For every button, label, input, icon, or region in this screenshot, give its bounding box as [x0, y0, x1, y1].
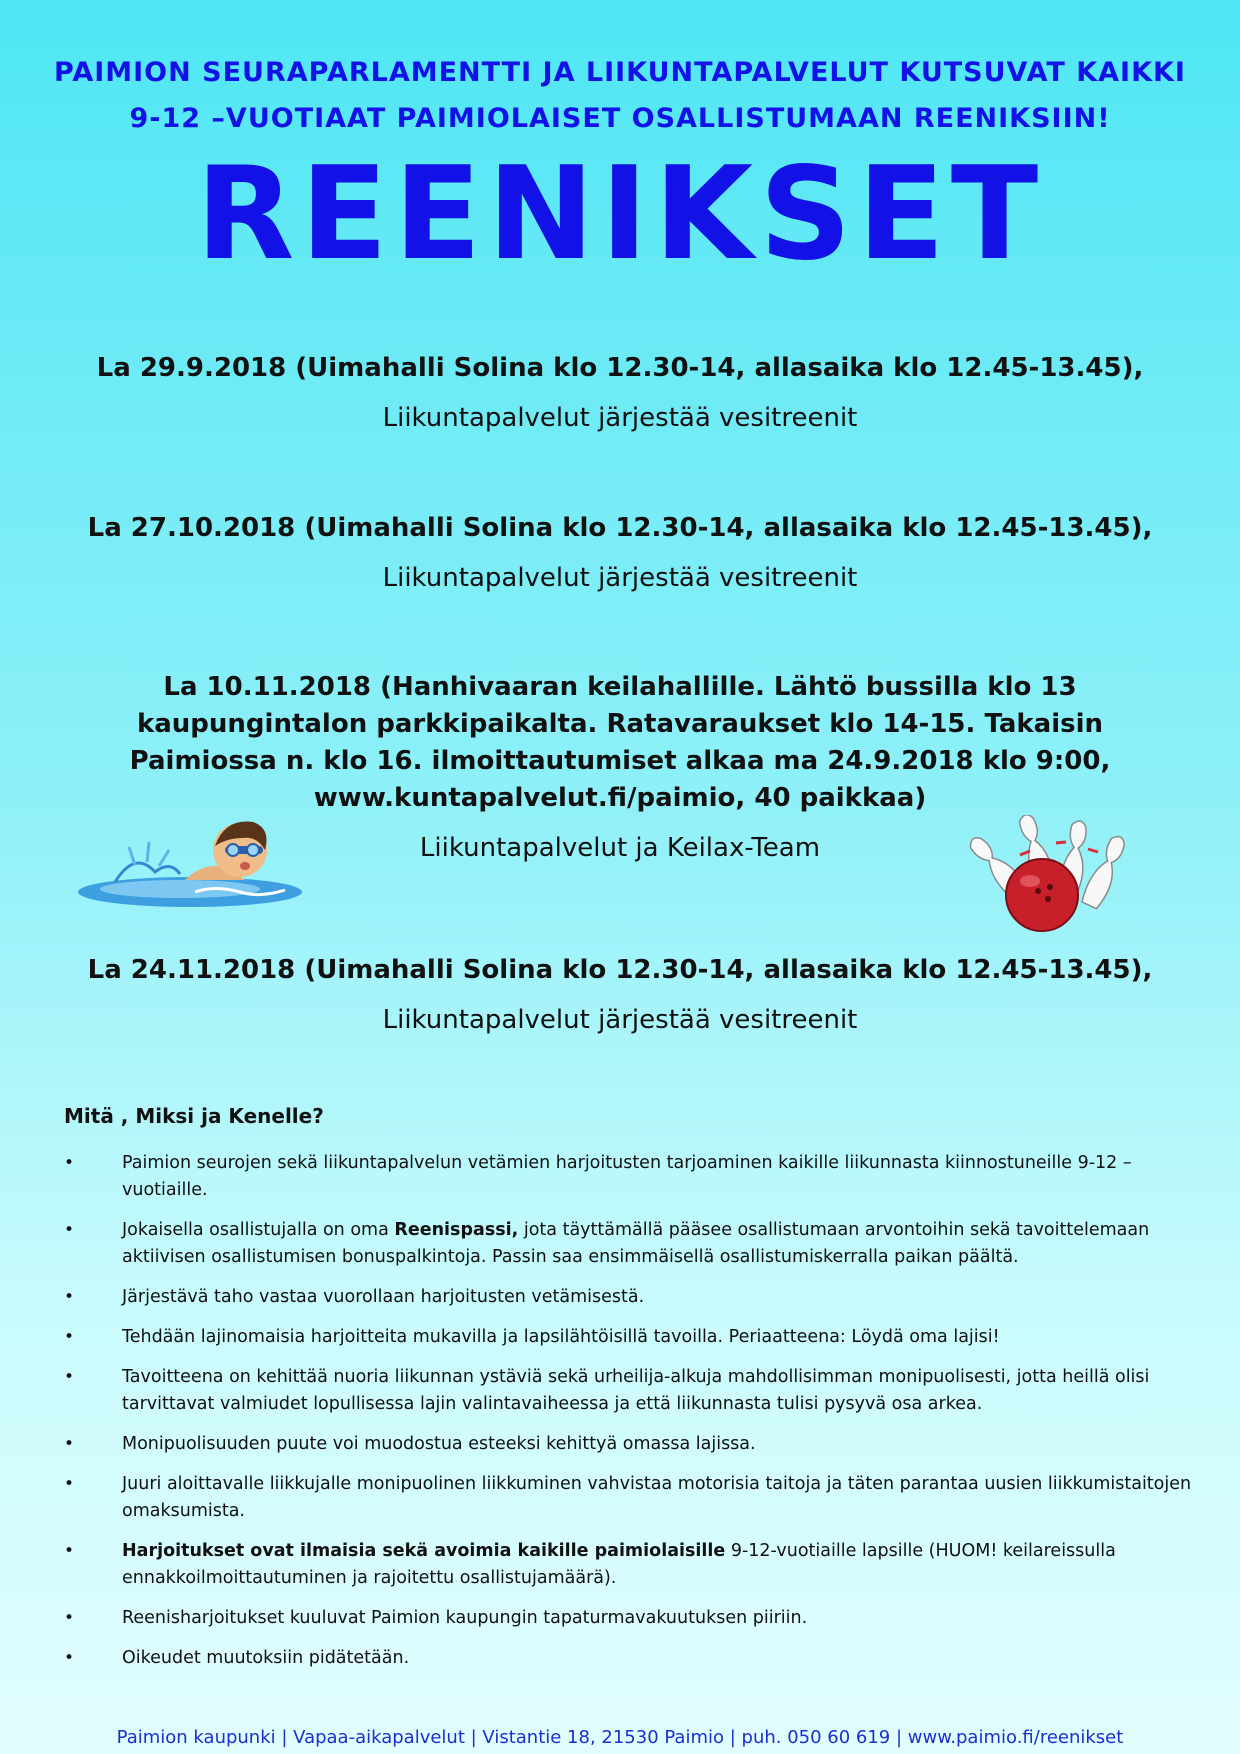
- bullet-icon: •: [64, 1608, 75, 1628]
- swimmer-illustration: [75, 810, 315, 919]
- list-item: • Järjestävä taho vastaa vuorollaan harjoitusten vetämisestä.: [60, 1284, 1200, 1311]
- header-line-1: PAIMION SEURAPARLAMENTTI JA LIIKUNTAPALVELUT KUTSUVAT KAIKKI: [54, 57, 1186, 88]
- event-4: [80, 952, 1160, 1039]
- list-item: • Tavoitteena on kehittää nuoria liikunnan ystäviä sekä urheilija-alkuja mahdollisimman monipuolisesti, jotta heillä olisi tarvittavat valmiudet lopullisessa lajin valintavaiheessa ja että liikunnasta tulisi pysyvä osa arkea.: [60, 1364, 1200, 1418]
- list-item: • Jokaisella osallistujalla on oma Reenispassi, jota täyttämällä pääsee osallistumaan arvontoihin sekä tavoittelemaan aktiivisen osallistumisen bonuspalkintoja. Passin saa ensimmäisellä osallistumiskerralla paikan päältä.: [60, 1217, 1200, 1271]
- bullet-icon: •: [64, 1220, 75, 1240]
- free-open-emphasis: Harjoitukset ovat ilmaisia sekä avoimia kaikille paimiolaisille: [122, 1541, 726, 1561]
- list-item: • Harjoitukset ovat ilmaisia sekä avoimia kaikille paimiolaisille 9-12-vuotiaille lapsille (HUOM! keilareissulla ennakkoilmoittautuminen ja rajoitettu osallistujamäärä).: [60, 1538, 1200, 1592]
- header-line-2: 9-12 –VUOTIAAT PAIMIOLAISET OSALLISTUMAAN REENIKSIIN!: [129, 103, 1111, 134]
- bullet-icon: •: [64, 1287, 75, 1307]
- bowling-illustration: [960, 815, 1130, 939]
- bullet-icon: •: [64, 1327, 75, 1347]
- header: [0, 50, 1240, 142]
- bullet-icon: •: [64, 1648, 75, 1668]
- bullet-icon: •: [64, 1541, 75, 1561]
- list-item: • Oikeudet muutoksiin pidätetään.: [60, 1645, 1200, 1672]
- footer-contact: Paimion kaupunki | Vapaa-aikapalvelut | Vistantie 18, 21530 Paimio | puh. 050 60 619 | www.paimio.fi/reenikset: [116, 1727, 1124, 1748]
- list-item: • Reenisharjoitukset kuuluvat Paimion kaupungin tapaturmavakuutuksen piiriin.: [60, 1605, 1200, 1632]
- event-1: [80, 350, 1160, 437]
- bullet-icon: •: [64, 1367, 75, 1387]
- list-item: • Tehdään lajinomaisia harjoitteita mukavilla ja lapsilähtöisillä tavoilla. Periaatteena: Löydä oma lajisi!: [60, 1324, 1200, 1351]
- event-1-title: La 29.9.2018 (Uimahalli Solina klo 12.30-14, allasaika klo 12.45-13.45),: [96, 353, 1144, 383]
- list-item: • Paimion seurojen sekä liikuntapalvelun vetämien harjoitusten tarjoaminen kaikille liikunnasta kiinnostuneille 9-12 –vuotiaille.: [60, 1150, 1200, 1204]
- event-4-organizer: Liikuntapalvelut järjestää vesitreenit: [382, 1005, 858, 1035]
- event-3-title: La 10.11.2018 (Hanhivaaran keilahallille. Lähtö bussilla klo 13 kaupungintalon parkkipaikalta. Ratavaraukset klo 14-15. Takaisin Paimiossa n. klo 16. ilmoittautumiset alkaa ma 24.9.2018 klo 9:00, www.kuntapalvelut.fi/paimio, 40 paikkaa): [129, 672, 1111, 813]
- bullet-icon: •: [64, 1434, 75, 1454]
- event-2: [80, 510, 1160, 597]
- list-item: • Monipuolisuuden puute voi muodostua esteeksi kehittyä omassa lajissa.: [60, 1431, 1200, 1458]
- bullet-icon: •: [64, 1474, 75, 1494]
- list-item: • Juuri aloittavalle liikkujalle monipuolinen liikkuminen vahvistaa motorisia taitoja ja täten parantaa uusien liikkumistaitojen omaksumista.: [60, 1471, 1200, 1525]
- event-2-organizer: Liikuntapalvelut järjestää vesitreenit: [382, 563, 858, 593]
- event-3-organizer: Liikuntapalvelut ja Keilax-Team: [419, 833, 821, 863]
- section-heading: Mitä , Miksi ja Kenelle?: [64, 1104, 324, 1128]
- info-bullet-list: [60, 1150, 1200, 1685]
- event-2-title: La 27.10.2018 (Uimahalli Solina klo 12.30-14, allasaika klo 12.45-13.45),: [87, 513, 1153, 543]
- event-1-organizer: Liikuntapalvelut järjestää vesitreenit: [382, 403, 858, 433]
- bullet-icon: •: [64, 1153, 75, 1173]
- event-4-title: La 24.11.2018 (Uimahalli Solina klo 12.30-14, allasaika klo 12.45-13.45),: [87, 955, 1153, 985]
- reenispassi-term: Reenispassi,: [394, 1220, 519, 1240]
- page-title: REENIKSET: [195, 140, 1045, 289]
